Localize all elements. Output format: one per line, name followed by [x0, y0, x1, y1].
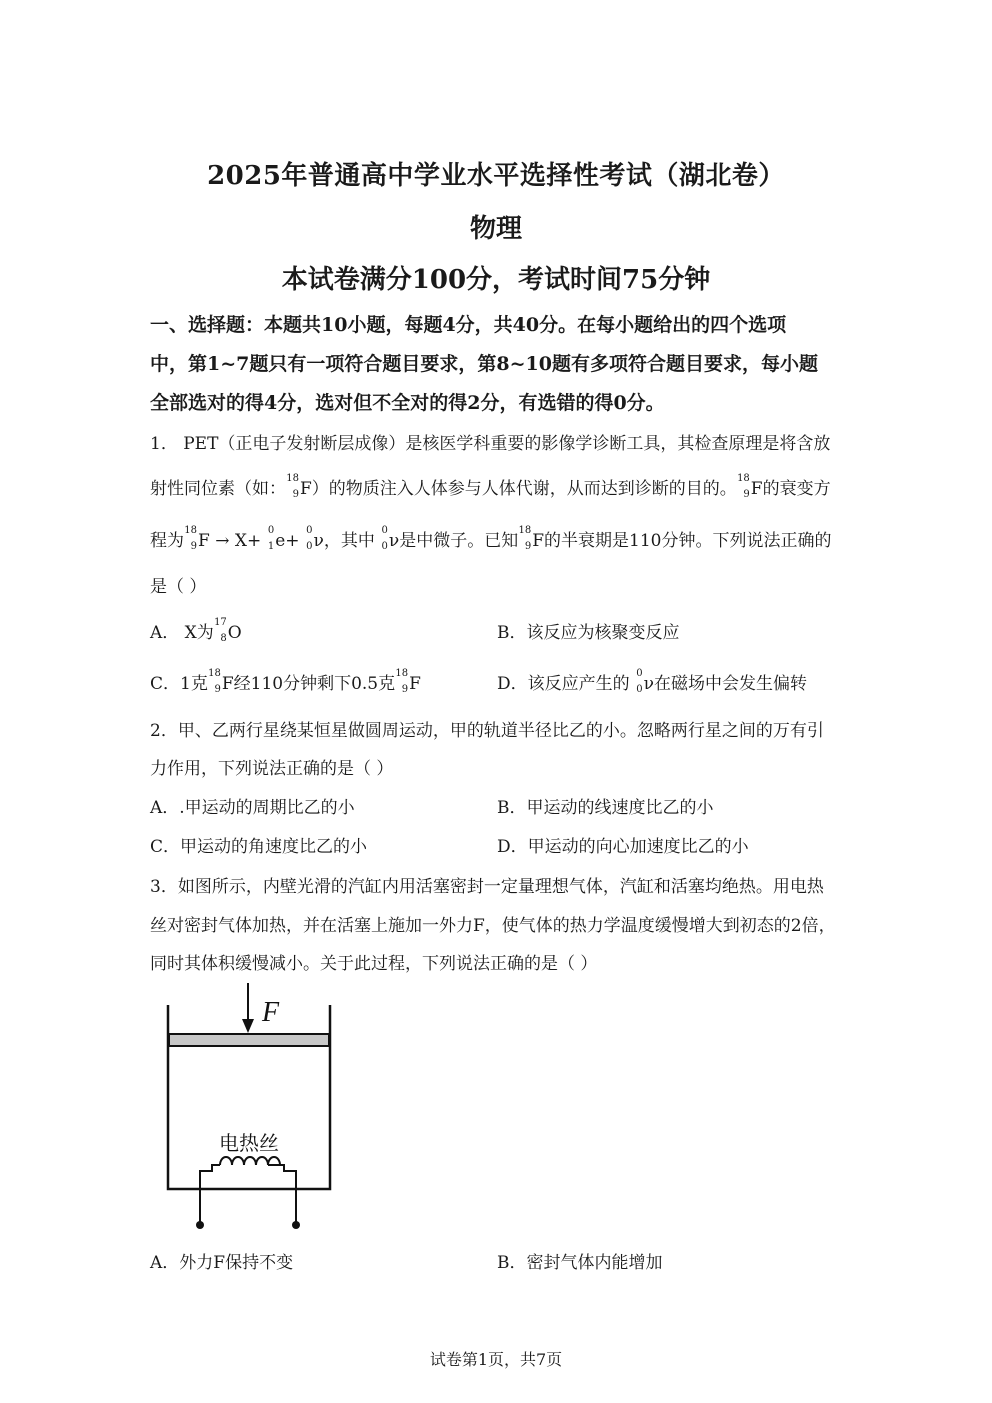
q3-option-a[interactable]: A．外力F保持不变: [150, 1253, 294, 1273]
force-arrow-head: [242, 1019, 254, 1033]
cylinder-wall: [168, 1005, 330, 1189]
q2-option-b[interactable]: B．甲运动的线速度比乙的小: [497, 798, 714, 818]
q3-line1: 3．如图所示，内壁光滑的汽缸内用活塞密封一定量理想气体，汽缸和活塞均绝热。用电热: [150, 877, 824, 897]
q1-line3: 程为 18 9 F → X+ 0 1 e+ 0 0 ν，其中 0 0 ν是中微子。已知 18 9 F的半衰期是110分钟。下列说法正确的: [150, 525, 832, 552]
q3-line2: 丝对密封气体加热，并在活塞上施加一外力F，使气体的热力学温度缓慢增大到初态的2倍，: [150, 916, 836, 936]
q1-line4: 是（ ）: [150, 577, 207, 597]
heater-label: 电热丝: [219, 1131, 279, 1155]
positron-notation: 0 1: [267, 525, 275, 552]
nuclide-f18: 18 9: [286, 473, 299, 500]
exam-title: 2025年普通高中学业水平选择性考试（湖北卷）: [207, 161, 785, 191]
force-label: F: [262, 997, 280, 1028]
neutrino-notation: 0 0: [381, 525, 388, 552]
q1-option-d[interactable]: D．该反应产生的 0 0 ν在磁场中会发生偏转: [497, 668, 807, 695]
section-instructions-line3: 全部选对的得4分，选对但不全对的得2分，有选错的得0分。: [150, 392, 665, 414]
q2-line2: 力作用，下列说法正确的是（ ）: [150, 759, 394, 779]
terminal-right: [292, 1221, 300, 1229]
subject-title: 物理: [469, 214, 522, 244]
nuclide-f18: 18 9: [737, 473, 750, 500]
q3-line3: 同时其体积缓慢减小。关于此过程，下列说法正确的是（ ）: [150, 954, 598, 974]
nuclide-o17: 17 8: [214, 617, 227, 644]
exam-info: 本试卷满分100分，考试时间75分钟: [281, 265, 711, 295]
nuclide-f18: 18 9: [518, 525, 532, 552]
q2-option-d[interactable]: D．甲运动的向心加速度比乙的小: [497, 837, 749, 857]
cylinder-diagram: [150, 975, 350, 1235]
q1-option-a[interactable]: A． X为 17 8 O: [150, 617, 242, 644]
q1-line2: 射性同位素（如： 18 9 F）的物质注入人体参与人体代谢，从而达到诊断的目的。 18 9 F的衰变方: [150, 473, 831, 500]
q3-option-b[interactable]: B．密封气体内能增加: [497, 1253, 663, 1273]
piston: [169, 1034, 329, 1046]
q1-option-b[interactable]: B．该反应为核聚变反应: [497, 623, 680, 643]
neutrino-notation: 0 0: [306, 525, 313, 552]
q1-option-c[interactable]: C．1克 18 9 F经110分钟剩下0.5克 18 9 F: [150, 668, 421, 695]
section-instructions-line1: 一、选择题：本题共10小题，每题4分，共40分。在每小题给出的四个选项: [150, 314, 787, 336]
nuclide-f18: 18 9: [208, 668, 221, 695]
q2-option-c[interactable]: C．甲运动的角速度比乙的小: [150, 837, 368, 857]
terminal-left: [196, 1221, 204, 1229]
q2-option-a[interactable]: A．.甲运动的周期比乙的小: [150, 798, 355, 818]
nuclide-f18: 18 9: [184, 525, 197, 552]
neutrino-notation: 0 0: [636, 668, 643, 695]
q2-line1: 2．甲、乙两行星绕某恒星做圆周运动，甲的轨道半径比乙的小。忽略两行星之间的万有引: [150, 721, 824, 741]
page-footer: 试卷第1页，共7页: [429, 1350, 563, 1369]
nuclide-f18: 18 9: [395, 668, 409, 695]
section-instructions-line2: 中，第1~7题只有一项符合题目要求，第8~10题有多项符合题目要求，每小题: [150, 353, 818, 375]
q1-line1: 1． PET（正电子发射断层成像）是核医学科重要的影像学诊断工具，其检查原理是将含放: [150, 434, 831, 454]
